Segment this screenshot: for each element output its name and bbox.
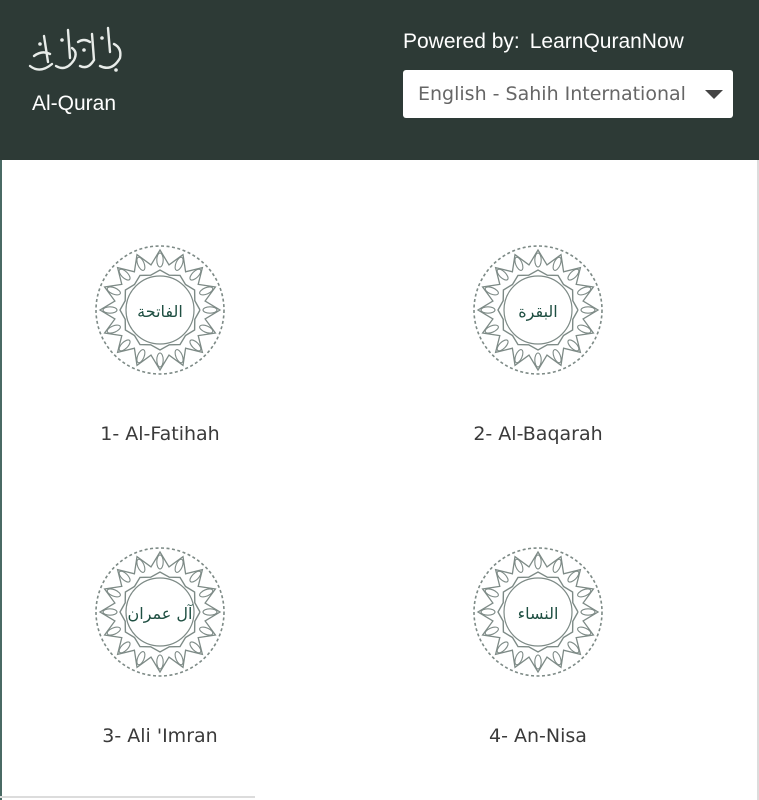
powered-by-label: Powered by:: [403, 30, 520, 53]
surah-card-1[interactable]: [30, 240, 290, 470]
translation-select-value: English - Sahih International: [418, 83, 686, 105]
powered-by-brand-link[interactable]: LearnQuranNow: [529, 30, 684, 53]
surah-label: 4- An-Nisa: [489, 725, 587, 747]
surah-arabic-title: البقرة: [518, 302, 558, 321]
quran-calligraphy-logo-icon: [22, 22, 126, 80]
app-header: [0, 0, 759, 160]
translation-select[interactable]: [403, 70, 733, 118]
surah-arabic-title: الفاتحة: [137, 302, 183, 321]
surah-arabic-title: النساء: [517, 604, 559, 623]
surah-card-3[interactable]: [30, 542, 290, 772]
surah-label: 3- Ali 'Imran: [102, 725, 218, 747]
surah-medallion-icon: [90, 542, 230, 682]
surah-arabic-title: آل عمران: [127, 604, 193, 623]
powered-by: [403, 30, 684, 54]
app-title: Al-Quran: [32, 92, 117, 115]
surah-medallion-icon: [90, 240, 230, 380]
surah-medallion-icon: [468, 240, 608, 380]
surah-card-2[interactable]: [408, 240, 668, 470]
content-bottom-divider: [0, 796, 255, 798]
caret-down-icon: [705, 90, 723, 99]
surah-label: 2- Al-Baqarah: [473, 423, 603, 445]
surah-medallion-icon: [468, 542, 608, 682]
content-left-border: [0, 160, 2, 800]
surah-card-4[interactable]: [408, 542, 668, 772]
surah-label: 1- Al-Fatihah: [100, 423, 220, 445]
